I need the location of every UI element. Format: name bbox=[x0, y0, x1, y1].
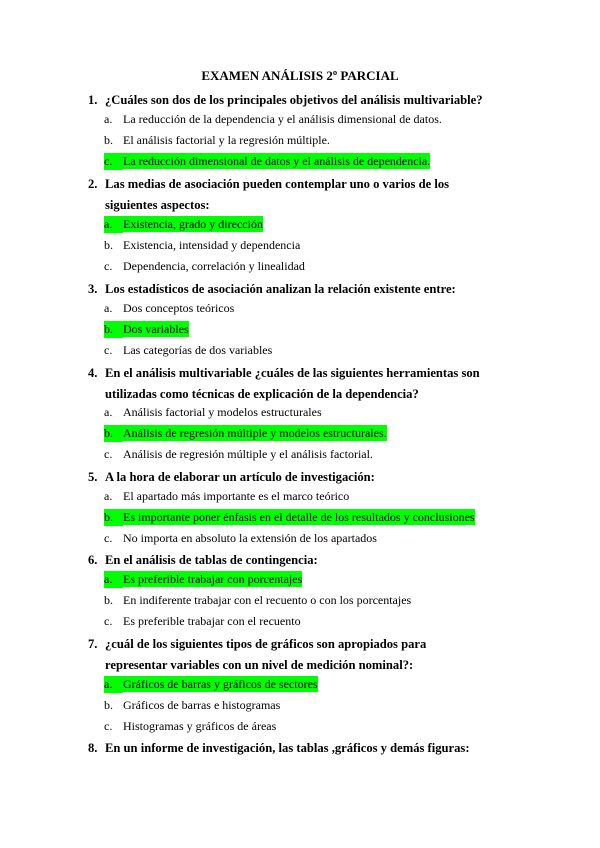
question-text: En el análisis multivariable ¿cuáles de las siguientes herramientas son utilizadas como técnicas de explicación de la dependencia? bbox=[105, 366, 480, 401]
option-7c: c. Histogramas y gráficos de áreas bbox=[104, 719, 277, 733]
question-text: ¿Cuáles son dos de los principales objetivos del análisis multivariable? bbox=[105, 93, 483, 107]
question-number: 3. bbox=[88, 282, 98, 296]
question-5 bbox=[88, 467, 488, 488]
question-6 bbox=[88, 550, 488, 571]
question-text: Las medias de asociación pueden contemplar uno o varios de los siguientes aspectos: bbox=[105, 177, 450, 212]
question-text: En un informe de investigación, las tablas ,gráficos y demás figuras: bbox=[105, 741, 470, 755]
question-1 bbox=[88, 90, 488, 111]
option-5b-correct: b. Es importante poner énfasis en el detalle de los resultados y conclusiones bbox=[104, 510, 475, 524]
question-4 bbox=[88, 363, 488, 405]
page-title: EXAMEN ANÁLISIS 2º PARCIAL bbox=[201, 68, 399, 83]
option-4c: c. Análisis de regresión múltiple y el análisis factorial. bbox=[104, 447, 373, 461]
question-number: 5. bbox=[88, 470, 98, 484]
option-3a: a. Dos conceptos teóricos bbox=[104, 301, 235, 315]
option-4b-correct: b. Análisis de regresión múltiple y modelos estructurales. bbox=[104, 426, 387, 440]
option-2c: c. Dependencia, correlación y linealidad bbox=[104, 259, 305, 273]
option-3b-correct: b. Dos variables bbox=[104, 322, 189, 336]
question-7 bbox=[88, 634, 488, 676]
option-2b: b. Existencia, intensidad y dependencia bbox=[104, 238, 301, 252]
option-1b: b. El análisis factorial y la regresión múltiple. bbox=[104, 133, 330, 147]
question-3 bbox=[88, 279, 488, 300]
question-number: 6. bbox=[88, 553, 98, 567]
question-number: 7. bbox=[88, 637, 98, 651]
option-1a: a. La reducción de la dependencia y el análisis dimensional de datos. bbox=[104, 112, 442, 126]
question-text: En el análisis de tablas de contingencia: bbox=[105, 553, 318, 567]
question-number: 2. bbox=[88, 177, 98, 191]
question-number: 8. bbox=[88, 741, 98, 755]
option-4a: a. Análisis factorial y modelos estructurales bbox=[104, 405, 322, 419]
question-2 bbox=[88, 174, 488, 216]
option-1c-correct: c. La reducción dimensional de datos y el análisis de dependencia. bbox=[104, 154, 431, 168]
option-3c: c. Las categorías de dos variables bbox=[104, 343, 273, 357]
option-7a-correct: a. Gráficos de barras y gráficos de sectores bbox=[104, 677, 318, 691]
option-6c: c. Es preferible trabajar con el recuento bbox=[104, 614, 301, 628]
question-text: A la hora de elaborar un artículo de investigación: bbox=[105, 470, 375, 484]
question-text: ¿cuál de los siguientes tipos de gráficos son apropiados para representar variables con un nivel de medición nominal?: bbox=[105, 637, 427, 672]
option-5a: a. El apartado más importante es el marco teórico bbox=[104, 489, 350, 503]
option-2a-correct: a. Existencia, grado y dirección bbox=[104, 217, 263, 231]
option-5c: c. No importa en absoluto la extensión de los apartados bbox=[104, 531, 377, 545]
option-6b: b. En indiferente trabajar con el recuento o con los porcentajes bbox=[104, 593, 412, 607]
question-8 bbox=[88, 738, 528, 759]
option-6a-correct: a. Es preferible trabajar con porcentajes bbox=[104, 572, 303, 586]
question-number: 1. bbox=[88, 93, 98, 107]
question-number: 4. bbox=[88, 366, 98, 380]
question-text: Los estadísticos de asociación analizan la relación existente entre: bbox=[105, 282, 456, 296]
option-7b: b. Gráficos de barras e histogramas bbox=[104, 698, 281, 712]
